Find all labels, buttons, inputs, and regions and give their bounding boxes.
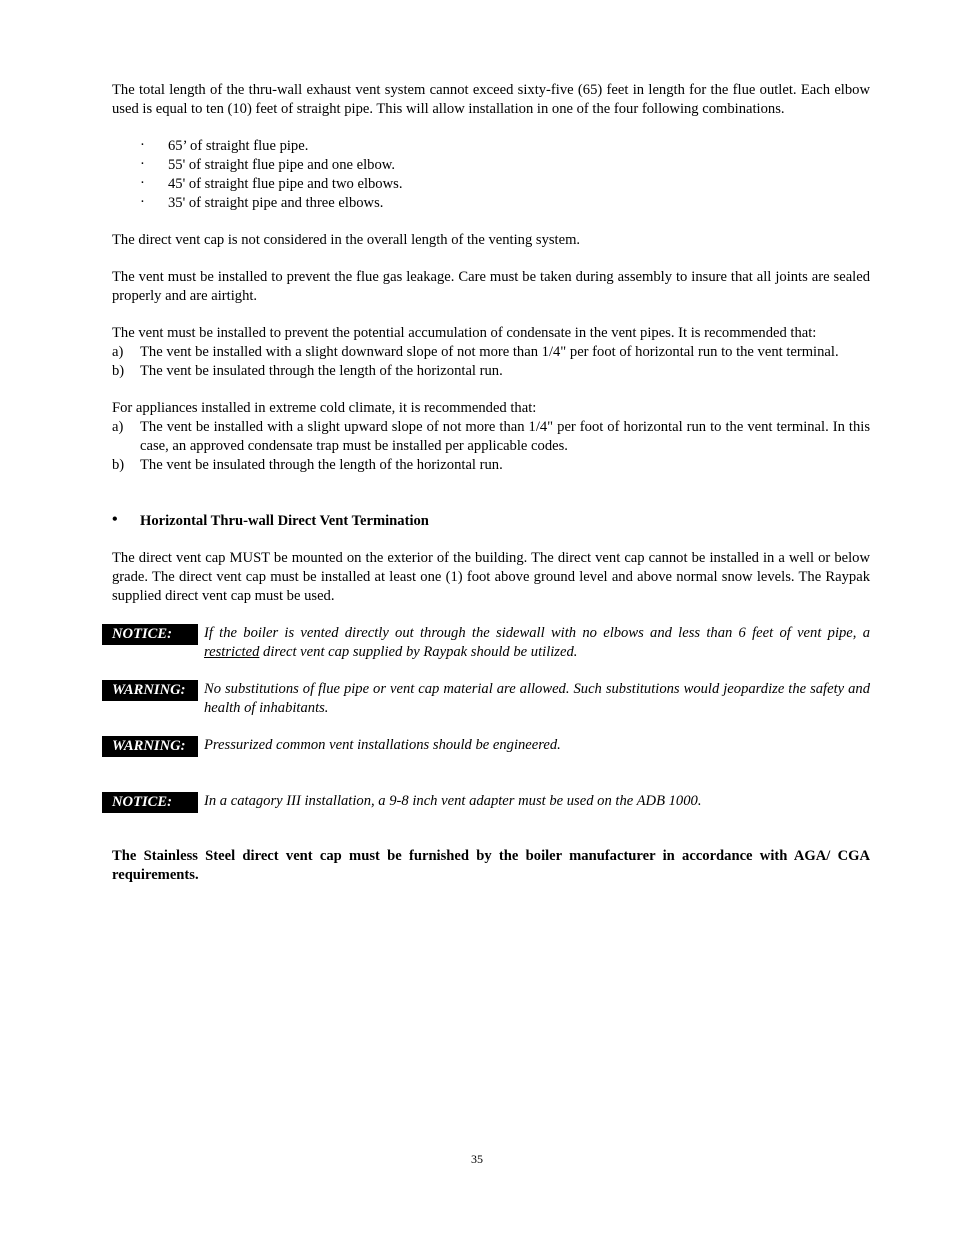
list-item: · 45' of straight flue pipe and two elbows. bbox=[140, 175, 403, 192]
bullet-mark: · bbox=[140, 194, 145, 210]
cold-climate-paragraph: For appliances installed in extreme cold climate, it is recommended that: bbox=[112, 400, 537, 416]
vent-cap-paragraph: The direct vent cap is not considered in the overall length of the venting system. bbox=[112, 232, 581, 248]
underlined-term: restricted bbox=[204, 644, 260, 660]
warning-tag: WARNING: bbox=[102, 736, 198, 757]
leakage-paragraph: The vent must be installed to prevent the flue gas leakage. Care must be taken during assembly to insure that all joints are sealed properly and are airtight. bbox=[112, 269, 870, 304]
final-requirement: The Stainless Steel direct vent cap must be furnished by the boiler manufacturer in accordance with AGA/ CGA requirements. bbox=[112, 848, 870, 883]
bullet-mark: · bbox=[140, 156, 145, 172]
bullet-mark: · bbox=[140, 137, 145, 153]
list-marker: a) bbox=[112, 344, 124, 360]
list-marker: a) bbox=[112, 419, 124, 435]
page-number: 35 bbox=[471, 1152, 483, 1166]
condensate-paragraph: The vent must be installed to prevent the potential accumulation of condensate in the vent pipes. It is recommended that: bbox=[112, 325, 817, 341]
list-item: · 55' of straight flue pipe and one elbow. bbox=[140, 156, 396, 173]
list-item: a) The vent be installed with a slight upward slope of not more than 1/4" per foot of horizontal run to the vent terminal. In this case, an approved condensate trap must be installed per applicable codes. bbox=[112, 419, 870, 454]
section-heading-text: Horizontal Thru-wall Direct Vent Termination bbox=[140, 513, 429, 529]
section-heading bbox=[112, 512, 870, 531]
warning-substitutions: WARNING: No substitutions of flue pipe or vent cap material are allowed. Such substitutions would jeopardize the safety and health of inhabitants. bbox=[112, 680, 870, 718]
list-item: b) The vent be insulated through the length of the horizontal run. bbox=[112, 457, 503, 473]
notice-restricted-cap: NOTICE: If the boiler is vented directly out through the sidewall with no elbows and less than 6 feet of vent pipe, a restricted direct vent cap supplied by Raypak should be utilized. bbox=[112, 624, 870, 662]
bullet-mark: · bbox=[140, 175, 145, 191]
combination-list bbox=[112, 137, 870, 213]
list-item: a) The vent be installed with a slight downward slope of not more than 1/4" per foot of horizontal run to the vent terminal. bbox=[112, 344, 839, 360]
notice-category-iii: NOTICE: In a catagory III installation, a 9-8 inch vent adapter must be used on the ADB 1000. bbox=[112, 792, 870, 811]
heading-bullet: • bbox=[112, 511, 118, 528]
warning-tag: WARNING: bbox=[102, 680, 198, 701]
cold-climate-list bbox=[112, 418, 870, 475]
list-marker: b) bbox=[112, 457, 125, 473]
warning-pressurized: WARNING: Pressurized common vent installations should be engineered. bbox=[112, 736, 870, 755]
notice-tag: NOTICE: bbox=[102, 792, 198, 813]
list-item: · 65’ of straight flue pipe. bbox=[140, 137, 309, 154]
mounting-paragraph: The direct vent cap MUST be mounted on the exterior of the building. The direct vent cap cannot be installed in a well or below grade. The direct vent cap must be installed at least one (1) foot above ground level and above normal snow levels. The Raypak supplied direct vent cap must be used. bbox=[112, 550, 870, 604]
notice-tag: NOTICE: bbox=[102, 624, 198, 645]
list-marker: b) bbox=[112, 363, 125, 379]
list-item: b) The vent be insulated through the length of the horizontal run. bbox=[112, 363, 503, 379]
intro-paragraph: The total length of the thru-wall exhaust vent system cannot exceed sixty-five (65) feet in length for the flue outlet. Each elbow used is equal to ten (10) feet of straight pipe. This will allow installation in one of the four following combinations. bbox=[112, 82, 870, 117]
condensate-list bbox=[112, 343, 870, 381]
list-item: · 35' of straight pipe and three elbows. bbox=[140, 194, 384, 211]
document-body bbox=[112, 81, 870, 885]
